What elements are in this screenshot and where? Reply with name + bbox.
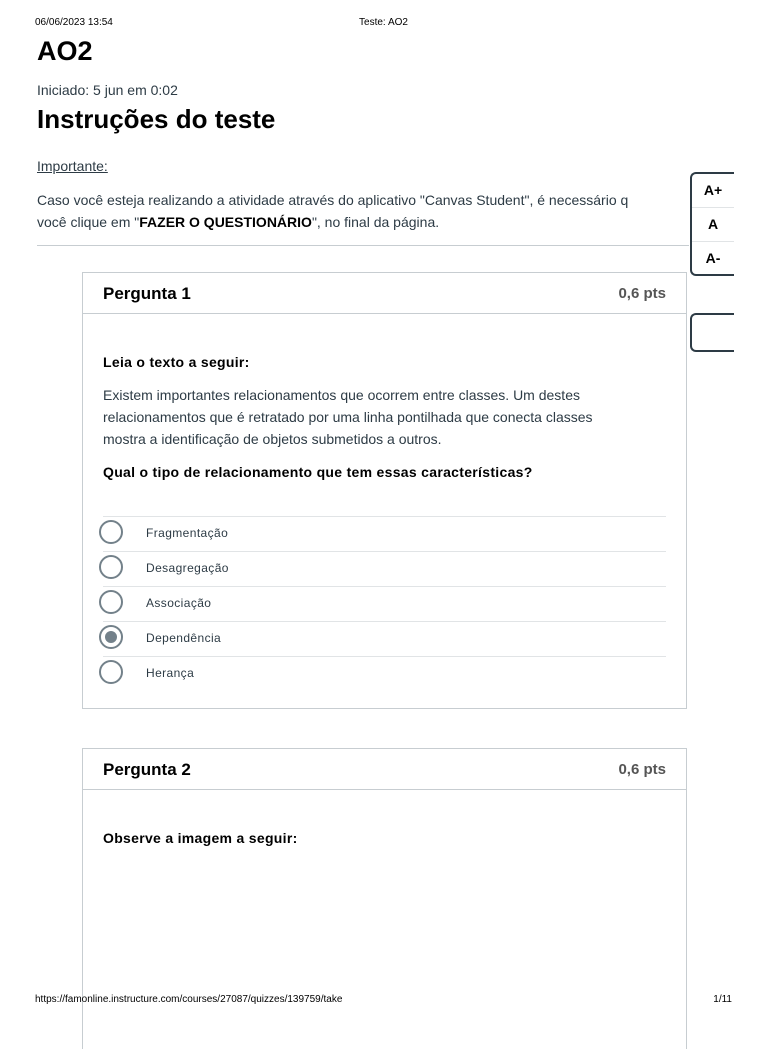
instructions-line-2 (37, 211, 689, 233)
divider (37, 245, 689, 246)
started-info (37, 82, 178, 98)
side-panel-button[interactable] (690, 313, 734, 352)
started-value: 5 jun em 0:02 (93, 82, 178, 98)
print-date: 06/06/2023 13:54 (35, 17, 113, 28)
question-1-ask: Qual o tipo de relacionamento que tem essas características? (103, 464, 533, 480)
answer-label: Herança (146, 666, 195, 680)
print-title: Teste: AO2 (359, 17, 408, 28)
radio-button[interactable] (99, 555, 123, 579)
radio-button[interactable] (99, 660, 123, 684)
print-footer (35, 994, 732, 1008)
instructions-heading: Instruções do teste (37, 104, 276, 134)
take-quiz-emphasis: FAZER O QUESTIONÁRIO (139, 214, 312, 230)
instructions-line-2-before: você clique em " (37, 214, 140, 230)
question-1-text-line: relacionamentos que é retratado por uma linha pontilhada que conecta classes (103, 409, 593, 425)
instructions-text (37, 189, 689, 235)
instructions-line-2-after: ", no final da página. (311, 214, 440, 230)
radio-button[interactable] (99, 590, 123, 614)
font-size-tools (690, 172, 734, 276)
radio-button[interactable] (99, 520, 123, 544)
question-1-text (103, 384, 663, 450)
print-url: https://famonline.instructure.com/courses/27087/quizzes/139759/take (35, 994, 343, 1005)
radio-button-selected[interactable] (99, 625, 123, 649)
question-1-text-line: Existem importantes relacionamentos que ocorrem entre classes. Um destes (103, 387, 580, 403)
answer-label: Dependência (146, 631, 222, 645)
important-label: Importante: (37, 158, 108, 174)
answer-option[interactable] (103, 621, 666, 656)
question-1-text-line: mostra a identificação de objetos submetidos a outros. (103, 431, 442, 447)
question-2-title: Pergunta 2 (103, 760, 191, 779)
question-1-points: 0,6 pts (618, 285, 666, 302)
answer-label: Associação (146, 596, 212, 610)
answer-option[interactable] (103, 516, 666, 551)
question-2-points: 0,6 pts (618, 761, 666, 778)
print-pages: 1/11 (713, 994, 732, 1005)
question-1 (82, 272, 687, 709)
answer-option[interactable] (103, 551, 666, 586)
font-reset-button[interactable]: A (692, 208, 734, 242)
font-increase-button[interactable]: A+ (692, 174, 734, 208)
question-1-intro: Leia o texto a seguir: (103, 354, 250, 370)
quiz-title: AO2 (37, 36, 93, 66)
answer-label: Fragmentação (146, 526, 229, 540)
question-2-header (83, 749, 686, 790)
answer-option[interactable] (103, 586, 666, 621)
answer-option[interactable] (103, 656, 666, 691)
question-1-title: Pergunta 1 (103, 284, 191, 303)
started-label: Iniciado: (37, 82, 90, 98)
question-1-header (83, 273, 686, 314)
font-decrease-button[interactable]: A- (705, 250, 721, 266)
question-2-intro: Observe a imagem a seguir: (103, 830, 298, 846)
answer-label: Desagregação (146, 561, 229, 575)
instructions-line-1: Caso você esteja realizando a atividade através do aplicativo "Canvas Student", é necessário q (37, 192, 629, 208)
answer-list (103, 516, 666, 691)
print-header (35, 17, 732, 31)
